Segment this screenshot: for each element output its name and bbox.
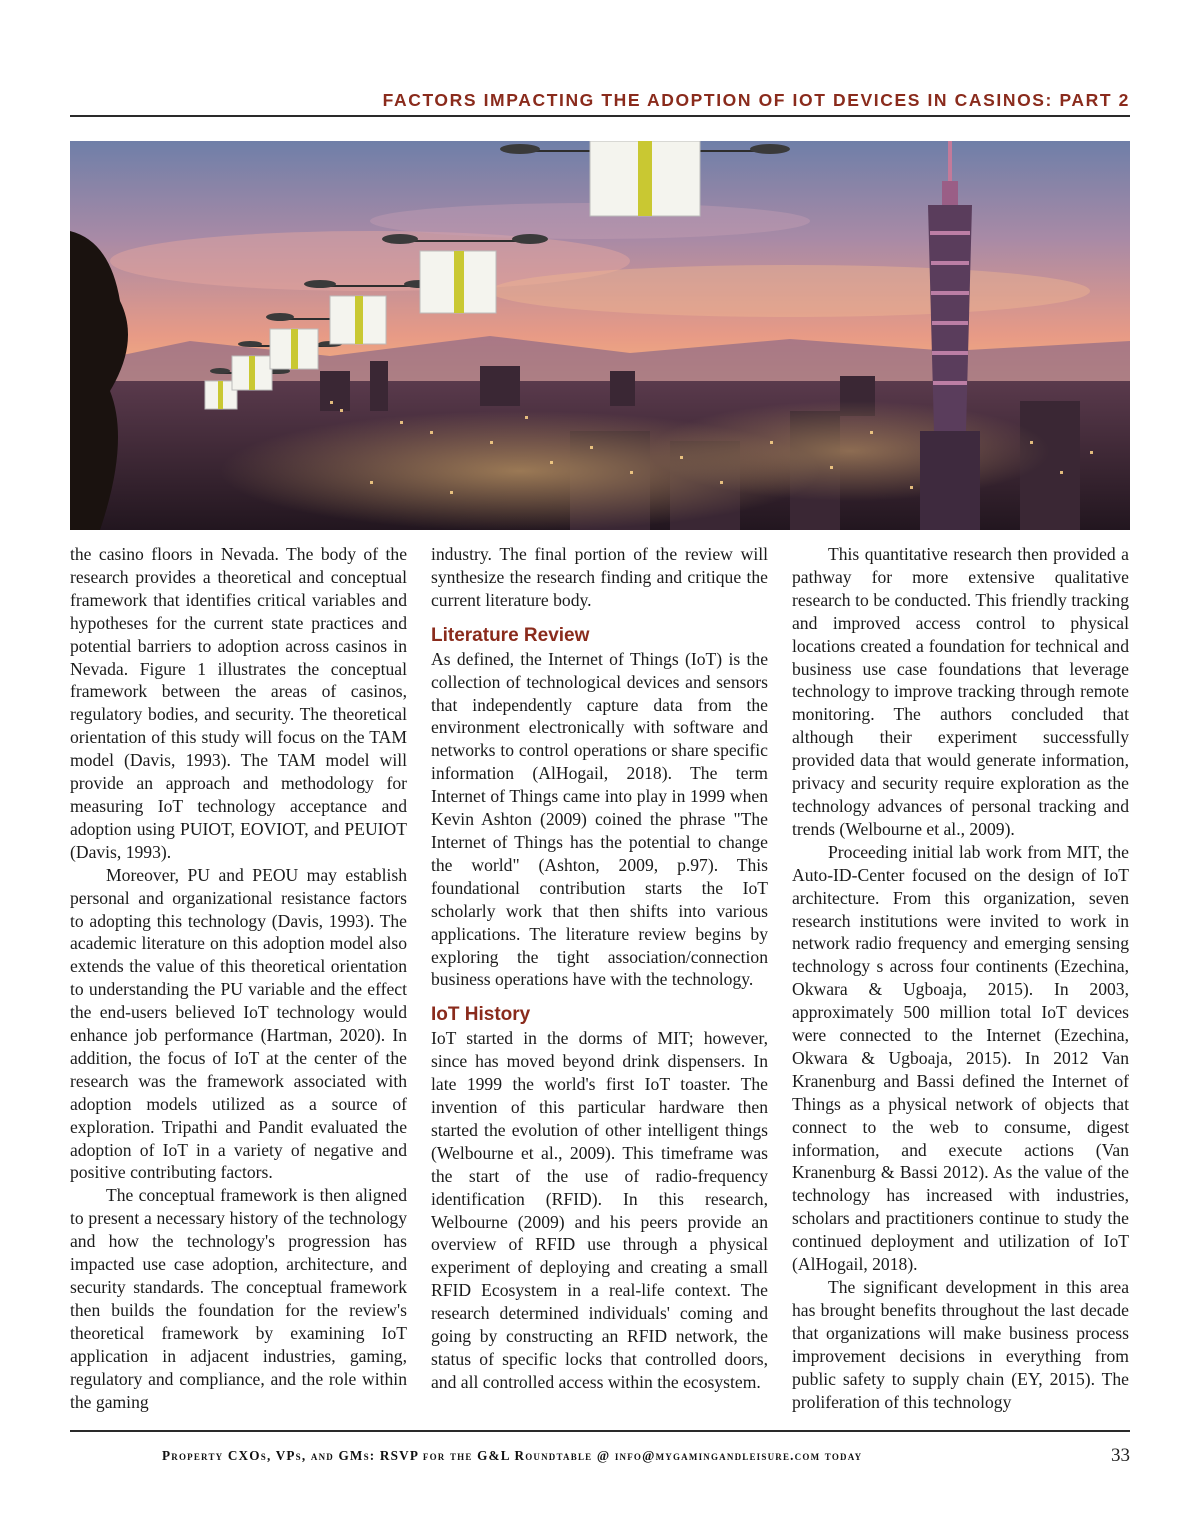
- section-heading-iot-history: IoT History: [431, 1004, 531, 1026]
- paragraph: The conceptual framework is then aligned to present a necessary history of the technology and how the technology's progression has impacted use case adoption, architecture, and security standards. The conceptual framework then builds the foundation for the review's theoretical framework by examining IoT application in adjacent industries, gaming, regulatory and compliance, and the role within the gaming: [70, 1185, 407, 1412]
- column-2: [431, 543, 768, 1394]
- paragraph: This quantitative research then provided a pathway for more extensive qualitative research to be conducted. This friendly tracking and improved access control to physical locations created a foundation for technical and business use case foundations that leverage technology to improve tracking through remote monitoring. The authors concluded that although their experiment successfully provided data that would generate information, privacy and security require exploration as the technology advances of personal tracking and trends (Welbourne et al., 2009).: [792, 544, 1129, 839]
- page-number: 33: [1111, 1445, 1130, 1466]
- running-title: FACTORS IMPACTING THE ADOPTION OF IOT DEVICES IN CASINOS: PART 2: [382, 90, 1130, 110]
- footer-promo: Property CXOs, VPs, and GMs: RSVP for the G&L Roundtable @ info@mygamingandleisure.com today: [162, 1448, 863, 1463]
- paragraph: IoT started in the dorms of MIT; however, since has moved beyond drink dispensers. In late 1999 the world's first IoT toaster. The invention of this particular hardware then started the evolution of other intelligent things (Welbourne et al., 2009). This timeframe was the start of the use of radio-frequency identification (RFID). In this research, Welbourne (2009) and his peers provide an overview of RFID use through a physical experiment of deploying and creating a small RFID Ecosystem in a real-life context. The research determined individuals' coming and going by constructing an RFID network, the status of specific locks that controlled doors, and all controlled access within the ecosystem.: [431, 1028, 768, 1392]
- column-3: [792, 543, 1129, 1413]
- page-footer: [70, 1446, 1130, 1472]
- paragraph: As defined, the Internet of Things (IoT) is the collection of technological devices and sensors that independently capture data from the environment electronically with software and networks to control operations or share specific information (AlHogail, 2018). The term Internet of Things came into play in 1999 when Kevin Ashton (2009) coined the phrase "The Internet of Things has the potential to change the world" (Ashton, 2009, p.97). This foundational contribution starts the IoT scholarly work that then shifts into various applications. The literature review begins by exploring the tight association/connection business operations have with the technology.: [431, 648, 768, 990]
- paragraph: industry. The final portion of the review will synthesize the research finding and critique the current literature body.: [431, 544, 768, 610]
- header-rule: [70, 115, 1130, 117]
- drones-over-city-illustration: [70, 141, 1130, 530]
- paragraph: Moreover, PU and PEOU may establish personal and organizational resistance factors to adopting this technology (Davis, 1993). The academic literature on this adoption model also extends the value of this theoretical orientation to understanding the PU variable and the effect the end-users believed IoT technology would enhance job performance (Hartman, 2020). In addition, the focus of IoT at the center of the research was the framework associated with adoption models utilized as a source of exploration. Tripathi and Pandit evaluated the adoption of IoT in a variety of negative and positive contributing factors.: [70, 864, 407, 1183]
- paragraph: Proceeding initial lab work from MIT, the Auto-ID-Center focused on the design of IoT architecture. From this organization, seven research institutions were invited to work in network radio frequency and emerging sensing technology s across four continents (Ezechina, Okwara & Ugboaja, 2015). In 2003, approximately 500 million total IoT devices were connected to the Internet (Ezechina, Okwara & Ugboaja, 2015). In 2012 Van Kranenburg and Bassi defined the Internet of Things as a physical network of objects that connect to the web to consume, digest information, and execute actions (Van Kranenburg & Bassi 2012). As the value of the technology has increased with industries, scholars and practitioners continue to study the continued deployment and utilization of IoT (AlHogail, 2018).: [792, 841, 1129, 1275]
- hero-image: [70, 141, 1130, 530]
- column-1: [70, 543, 407, 1413]
- paragraph: The significant development in this area has brought benefits throughout the last decade that organizations will make business process improvement decisions in everything from public safety to supply chain (EY, 2015). The proliferation of this technology: [792, 1277, 1129, 1412]
- footer-rule: [70, 1430, 1130, 1432]
- section-heading-literature-review: Literature Review: [431, 624, 590, 646]
- paragraph: the casino floors in Nevada. The body of the research provides a theoretical and conceptual framework that identifies critical variables and hypotheses for the current state practices and potential barriers to adoption across casinos in Nevada. Figure 1 illustrates the conceptual framework between the areas of casinos, regulatory bodies, and security. The theoretical orientation of this study will focus on the TAM model (Davis, 1993). The TAM model will provide an approach and methodology for measuring IoT technology acceptance and adoption using PUIOT, EOVIOT, and PEUIOT (Davis, 1993).: [70, 544, 407, 862]
